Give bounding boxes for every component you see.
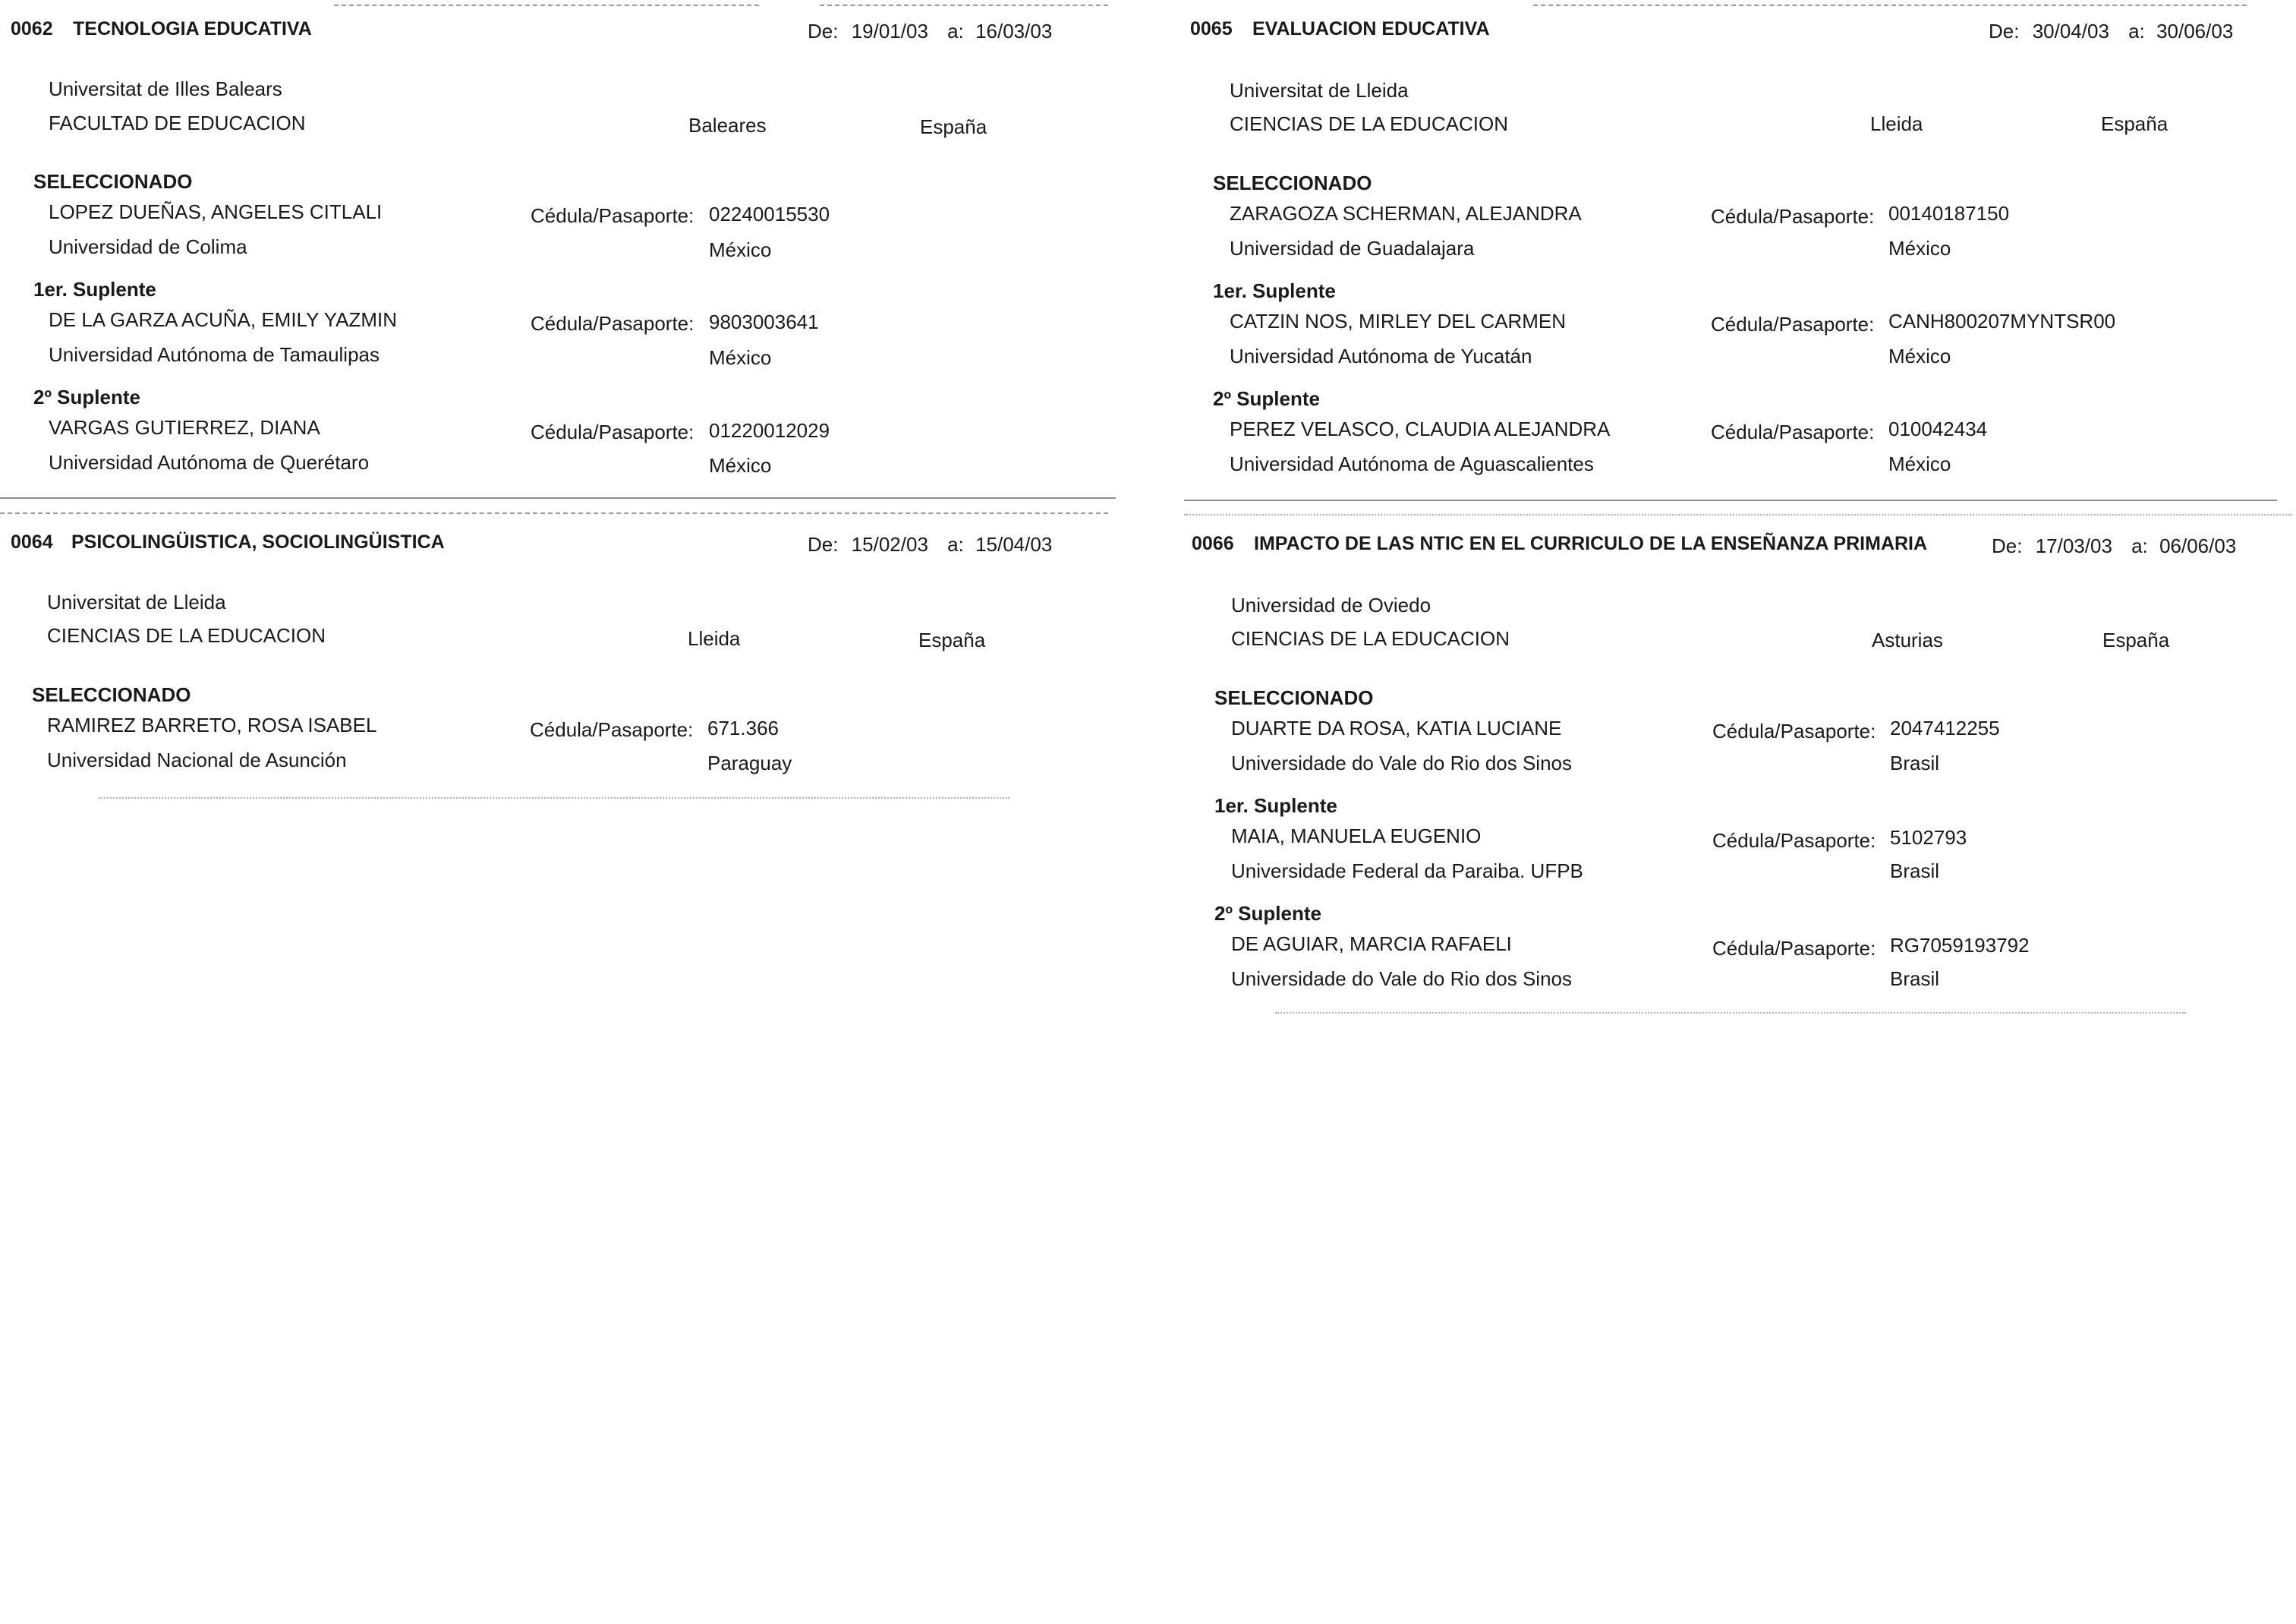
date-to: 15/04/03 [975, 533, 1053, 556]
candidate-name: RAMIREZ BARRETO, ROSA ISABEL [47, 714, 377, 736]
candidate-role: 2º Suplente [33, 386, 140, 408]
host-region: Baleares [688, 114, 767, 137]
id-label: Cédula/Pasaporte: [1711, 313, 1875, 336]
candidate-id: 02240015530 [709, 203, 830, 225]
course-code: 0065 [1190, 18, 1233, 39]
course-code: 0062 [11, 18, 53, 39]
candidate-country: Brasil [1890, 752, 1940, 774]
candidate-name: ZARAGOZA SCHERMAN, ALEJANDRA [1230, 202, 1582, 225]
host-region: Lleida [1870, 112, 1923, 135]
host-country: España [2101, 112, 2168, 135]
date-from-label: De: [1992, 535, 2023, 557]
candidate-role: SELECCIONADO [32, 683, 191, 706]
candidate-id: 5102793 [1890, 826, 1967, 849]
candidate-id: 9803003641 [709, 311, 819, 333]
candidate-university: Universidad Nacional de Asunción [47, 749, 347, 771]
candidate-university: Universidad Autónoma de Aguascalientes [1230, 453, 1594, 475]
candidate-id: CANH800207MYNTSR00 [1888, 310, 2116, 333]
candidate-id: 671.366 [707, 717, 779, 739]
host-faculty: CIENCIAS DE LA EDUCACION [47, 624, 326, 647]
id-label: Cédula/Pasaporte: [530, 718, 694, 741]
course-block [1192, 535, 2285, 1005]
host-faculty: CIENCIAS DE LA EDUCACION [1231, 627, 1510, 650]
separator-rule [99, 797, 1009, 799]
course-block [11, 20, 1119, 490]
date-to-label: a: [947, 20, 964, 43]
candidate-name: VARGAS GUTIERREZ, DIANA [49, 416, 320, 439]
course-header [11, 20, 1119, 50]
candidate-role: 1er. Suplente [33, 278, 156, 301]
id-label: Cédula/Pasaporte: [531, 312, 694, 335]
host-region: Lleida [688, 627, 741, 650]
course-block [1190, 20, 2283, 490]
id-label: Cédula/Pasaporte: [531, 204, 694, 227]
candidate-id: 2047412255 [1890, 717, 2000, 739]
candidate-university: Universidad Autónoma de Querétaro [49, 451, 370, 474]
id-label: Cédula/Pasaporte: [1711, 421, 1875, 443]
date-to-label: a: [2128, 20, 2145, 43]
candidate-id: 01220012029 [709, 419, 830, 442]
candidate-name: LOPEZ DUEÑAS, ANGELES CITLALI [49, 200, 383, 223]
host-university: Universitat de Lleida [47, 591, 226, 613]
candidate-university: Universidade do Vale do Rio dos Sinos [1231, 752, 1573, 774]
date-from: 30/04/03 [2032, 20, 2109, 43]
candidate-university: Universidade do Vale do Rio dos Sinos [1231, 967, 1573, 990]
candidate-id: 010042434 [1888, 418, 1988, 440]
candidate-role: SELECCIONADO [33, 170, 193, 193]
candidate-university: Universidad Autónoma de Tamaulipas [49, 343, 380, 366]
separator-rule [1184, 500, 2277, 501]
separator-rule [1275, 1012, 2186, 1014]
candidate-role: 2º Suplente [1214, 902, 1321, 925]
candidate-name: PEREZ VELASCO, CLAUDIA ALEJANDRA [1230, 418, 1611, 440]
date-from-label: De: [1989, 20, 2020, 43]
course-block [11, 533, 1119, 791]
course-dates [1992, 536, 2236, 556]
candidate-country: México [709, 454, 772, 477]
candidate-role: SELECCIONADO [1213, 172, 1372, 194]
candidate-university: Universidad Autónoma de Yucatán [1230, 345, 1532, 367]
separator-rule [0, 497, 1116, 499]
course-title: PSICOLINGÜISTICA, SOCIOLINGÜISTICA [71, 531, 445, 553]
id-label: Cédula/Pasaporte: [1712, 829, 1876, 852]
candidate-name: DE LA GARZA ACUÑA, EMILY YAZMIN [49, 308, 397, 331]
date-from: 17/03/03 [2035, 535, 2112, 557]
candidate-university: Universidade Federal da Paraiba. UFPB [1231, 859, 1583, 882]
candidate-role: SELECCIONADO [1214, 686, 1374, 709]
course-dates [808, 21, 1052, 41]
candidate-country: México [1888, 237, 1951, 260]
date-to-label: a: [947, 533, 964, 556]
candidate-name: CATZIN NOS, MIRLEY DEL CARMEN [1230, 310, 1567, 333]
host-university: Universidad de Oviedo [1231, 594, 1431, 616]
course-title: EVALUACION EDUCATIVA [1252, 18, 1490, 39]
course-code: 0066 [1192, 533, 1234, 554]
candidate-university: Universidad de Colima [49, 235, 247, 258]
date-from: 15/02/03 [851, 533, 928, 556]
course-code: 0064 [11, 531, 53, 553]
candidate-id: 00140187150 [1888, 202, 2010, 225]
host-university: Universitat de Lleida [1230, 79, 1409, 102]
candidate-name: DE AGUIAR, MARCIA RAFAELI [1231, 932, 1512, 955]
course-title: IMPACTO DE LAS NTIC EN EL CURRICULO DE LA ENSEÑANZA PRIMARIA [1254, 533, 1928, 554]
candidate-country: México [1888, 453, 1951, 475]
host-country: España [918, 629, 986, 651]
course-title: TECNOLOGIA EDUCATIVA [73, 18, 312, 39]
date-to: 30/06/03 [2156, 20, 2234, 43]
date-from-label: De: [808, 533, 839, 556]
candidate-role: 1er. Suplente [1213, 279, 1336, 302]
separator-rule [334, 5, 759, 6]
host-university: Universitat de Illes Balears [49, 77, 282, 100]
date-to-label: a: [2131, 535, 2148, 557]
candidate-country: México [709, 346, 772, 369]
date-from: 19/01/03 [851, 20, 928, 43]
host-faculty: CIENCIAS DE LA EDUCACION [1230, 112, 1508, 135]
course-header [1192, 535, 2285, 565]
course-dates [808, 535, 1052, 554]
host-country: España [920, 115, 987, 138]
id-label: Cédula/Pasaporte: [1712, 937, 1876, 960]
id-label: Cédula/Pasaporte: [1712, 720, 1876, 743]
host-faculty: FACULTAD DE EDUCACION [49, 112, 306, 134]
date-to: 06/06/03 [2159, 535, 2237, 557]
candidate-country: México [709, 238, 772, 261]
candidate-role: 1er. Suplente [1214, 794, 1337, 817]
host-country: España [2102, 629, 2170, 651]
date-from-label: De: [808, 20, 839, 43]
candidate-role: 2º Suplente [1213, 387, 1320, 410]
separator-rule [1184, 514, 2292, 516]
date-to: 16/03/03 [975, 20, 1053, 43]
candidate-country: Brasil [1890, 859, 1940, 882]
course-header [11, 533, 1119, 563]
id-label: Cédula/Pasaporte: [1711, 205, 1875, 228]
candidate-country: Brasil [1890, 967, 1940, 990]
candidate-university: Universidad de Guadalajara [1230, 237, 1475, 260]
candidate-country: México [1888, 345, 1951, 367]
candidate-name: DUARTE DA ROSA, KATIA LUCIANE [1231, 717, 1562, 739]
host-region: Asturias [1872, 629, 1943, 651]
separator-rule [0, 512, 1108, 514]
id-label: Cédula/Pasaporte: [531, 421, 694, 443]
course-header [1190, 20, 2283, 50]
candidate-id: RG7059193792 [1890, 934, 2030, 957]
separator-rule [1533, 5, 2247, 6]
candidate-country: Paraguay [707, 752, 792, 774]
separator-rule [820, 5, 1108, 6]
course-dates [1989, 21, 2233, 41]
candidate-name: MAIA, MANUELA EUGENIO [1231, 825, 1482, 847]
